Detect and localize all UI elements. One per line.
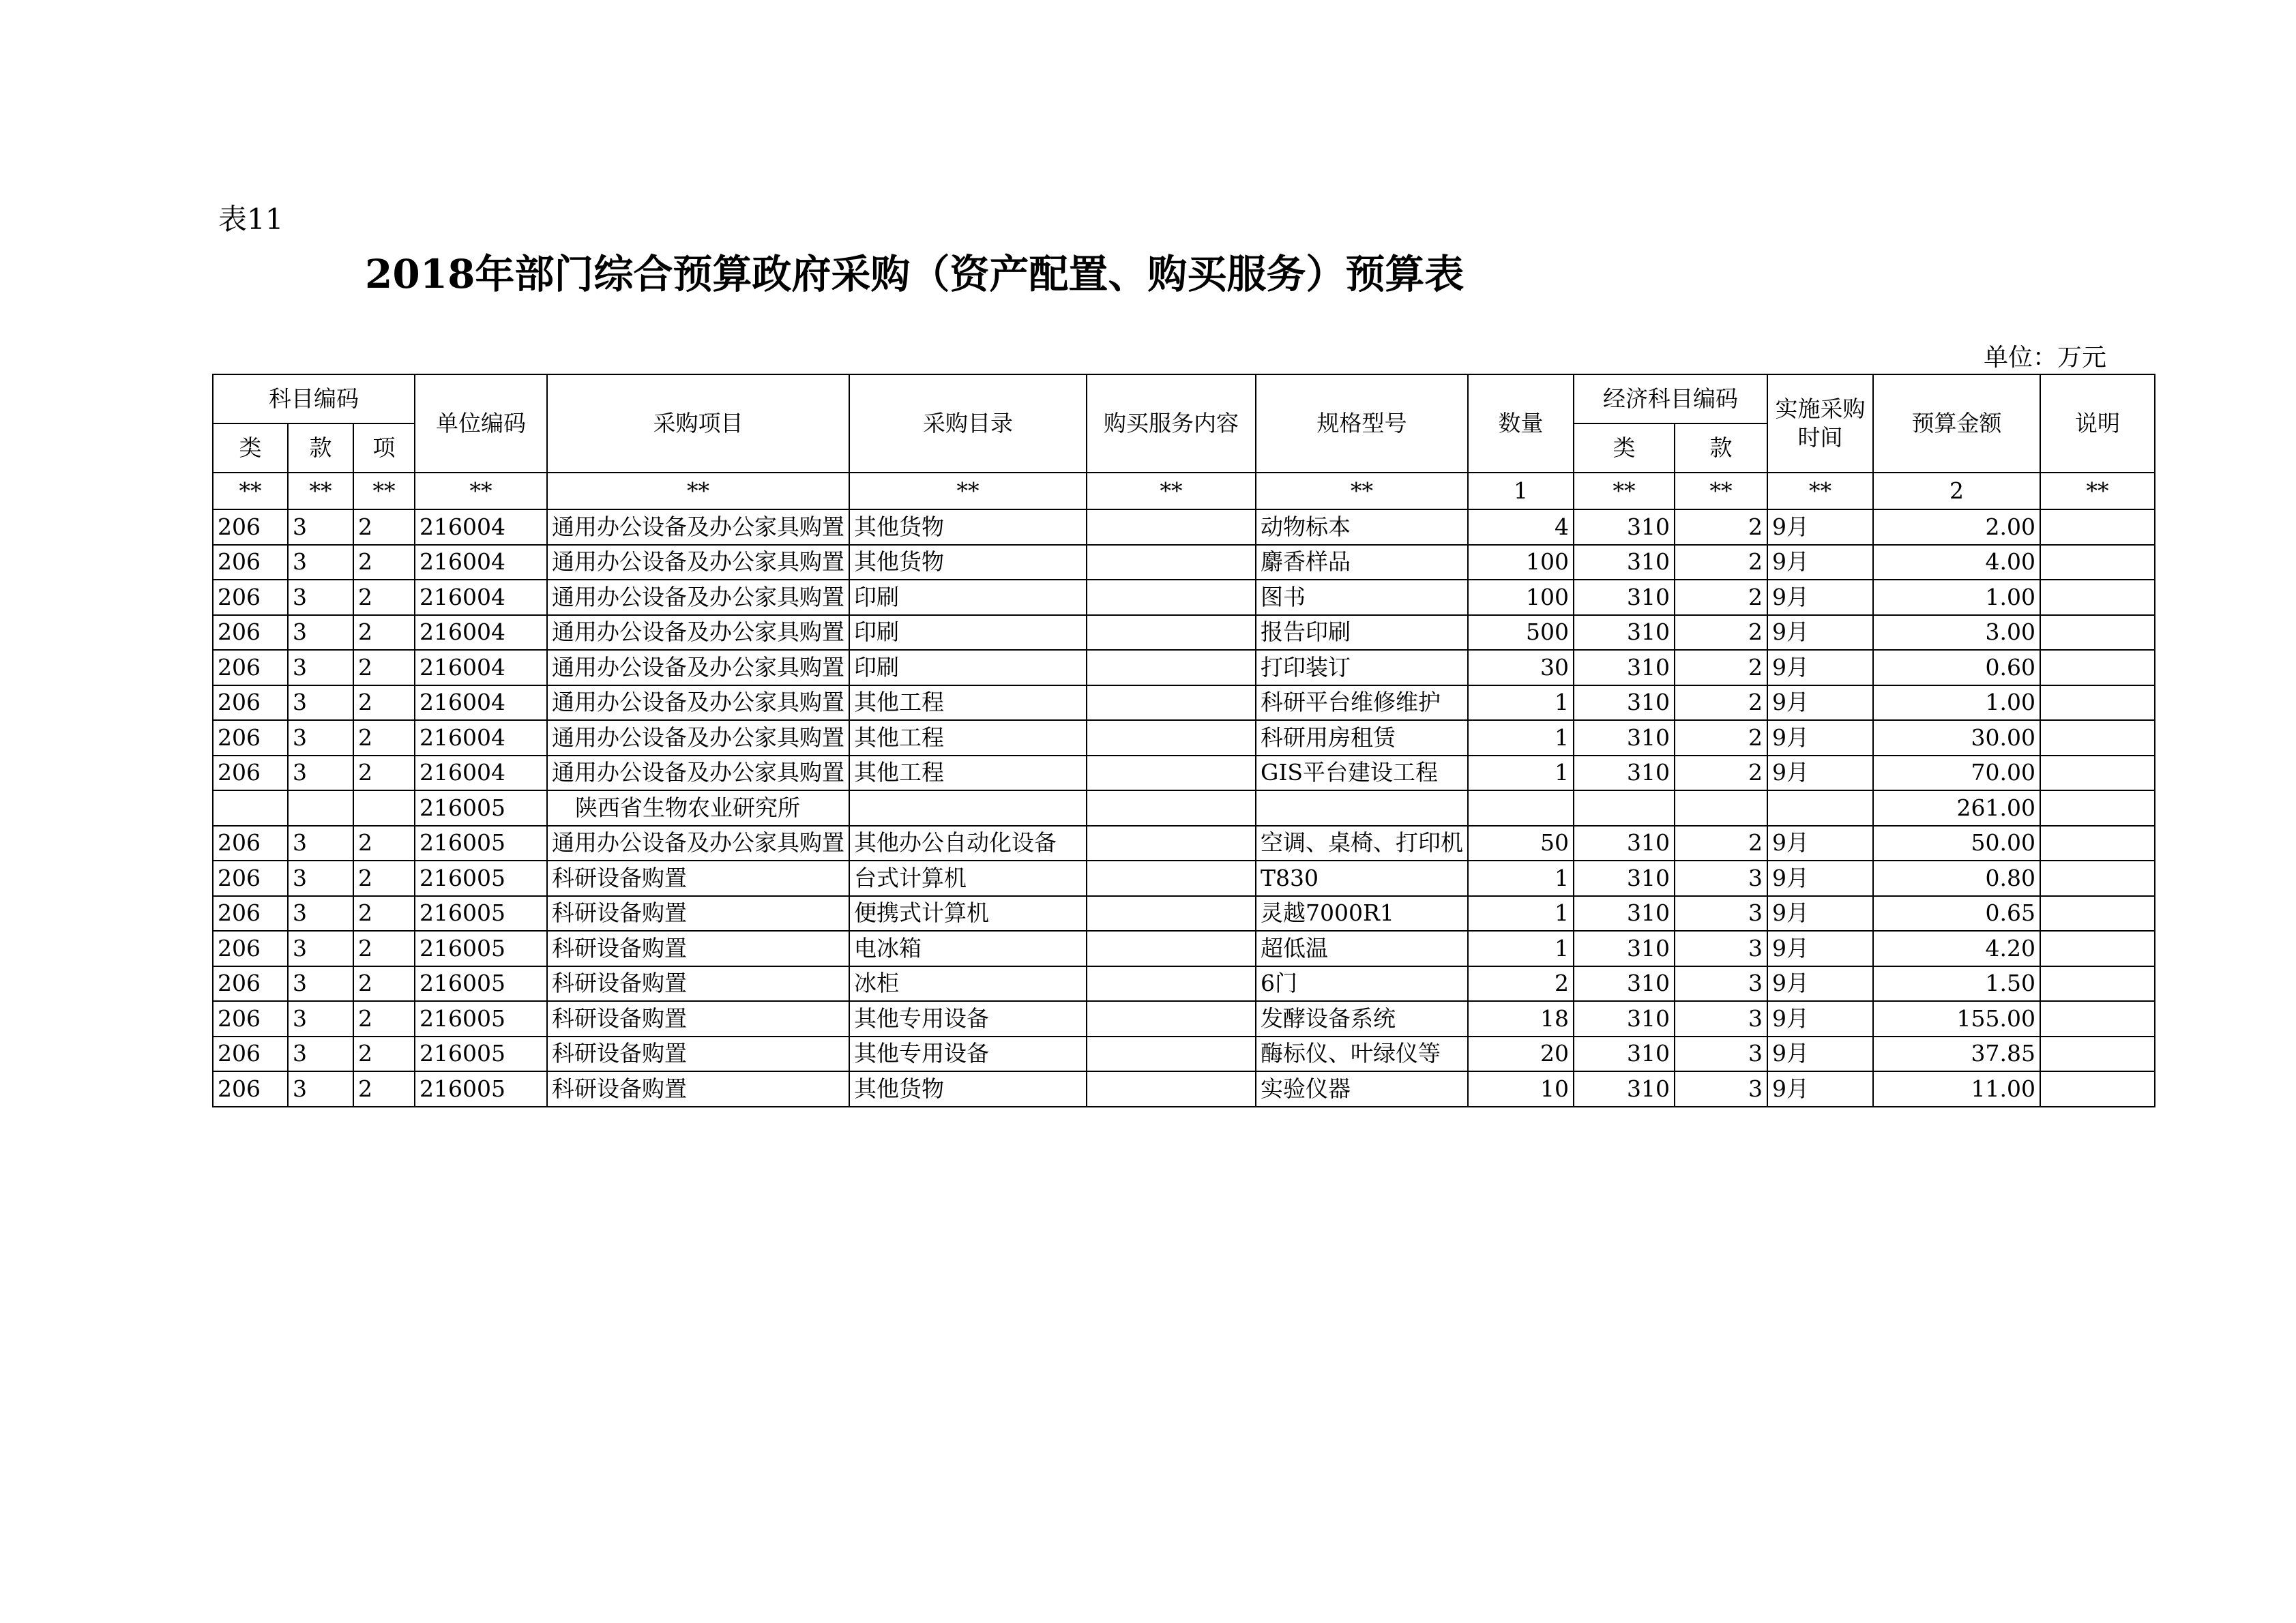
cell-unit-code: 216005 <box>415 1001 547 1037</box>
cell-unit-code: 216004 <box>415 720 547 756</box>
cell-kuan: 3 <box>288 1037 353 1072</box>
cell-budget-amount: 1.00 <box>1873 685 2040 721</box>
cell-econ-kuan: 3 <box>1675 1071 1767 1107</box>
cell-econ-kuan: 2 <box>1675 720 1767 756</box>
table-row <box>213 615 2155 651</box>
marker-cell: ** <box>213 473 288 509</box>
header-quantity: 数量 <box>1468 374 1574 473</box>
cell-impl-time: 9月 <box>1767 896 1873 932</box>
cell-lei: 206 <box>213 580 288 615</box>
header-marker-row <box>213 473 2155 509</box>
cell-lei: 206 <box>213 1037 288 1072</box>
cell-xiang: 2 <box>353 720 415 756</box>
cell-service-content <box>1087 966 1256 1002</box>
cell-note <box>2040 931 2155 966</box>
cell-kuan: 3 <box>288 756 353 791</box>
cell-purchase-item: 通用办公设备及办公家具购置 <box>547 545 849 580</box>
cell-econ-lei: 310 <box>1574 896 1675 932</box>
cell-lei: 206 <box>213 1001 288 1037</box>
cell-purchase-item: 科研设备购置 <box>547 1071 849 1107</box>
cell-purchase-item: 科研设备购置 <box>547 966 849 1002</box>
cell-purchase-item: 通用办公设备及办公家具购置 <box>547 580 849 615</box>
header-econ-kuan: 款 <box>1675 423 1767 473</box>
table-number-label: 表11 <box>218 203 284 236</box>
header-budget-amount: 预算金额 <box>1873 374 2040 473</box>
cell-purchase-item: 通用办公设备及办公家具购置 <box>547 650 849 685</box>
cell-quantity: 10 <box>1468 1071 1574 1107</box>
cell-quantity: 100 <box>1468 545 1574 580</box>
table-row <box>213 545 2155 580</box>
cell-quantity: 100 <box>1468 580 1574 615</box>
cell-lei <box>213 790 288 826</box>
cell-unit-code: 216005 <box>415 861 547 896</box>
cell-econ-lei: 310 <box>1574 756 1675 791</box>
cell-note <box>2040 1037 2155 1072</box>
cell-spec-model: 酶标仪、叶绿仪等 <box>1256 1037 1468 1072</box>
cell-quantity <box>1468 790 1574 826</box>
cell-xiang: 2 <box>353 580 415 615</box>
cell-service-content <box>1087 826 1256 861</box>
cell-budget-amount: 37.85 <box>1873 1037 2040 1072</box>
header-econ-code: 经济科目编码 <box>1574 374 1767 423</box>
cell-impl-time: 9月 <box>1767 1037 1873 1072</box>
cell-purchase-catalog: 冰柜 <box>849 966 1087 1002</box>
cell-econ-lei: 310 <box>1574 685 1675 721</box>
cell-purchase-item: 科研设备购置 <box>547 861 849 896</box>
cell-purchase-catalog: 其他货物 <box>849 509 1087 545</box>
marker-cell: ** <box>849 473 1087 509</box>
cell-econ-kuan: 2 <box>1675 756 1767 791</box>
cell-econ-lei: 310 <box>1574 545 1675 580</box>
cell-purchase-catalog: 其他工程 <box>849 685 1087 721</box>
cell-note <box>2040 580 2155 615</box>
cell-budget-amount: 70.00 <box>1873 756 2040 791</box>
cell-kuan: 3 <box>288 1071 353 1107</box>
cell-xiang: 2 <box>353 861 415 896</box>
cell-econ-kuan: 2 <box>1675 509 1767 545</box>
cell-service-content <box>1087 545 1256 580</box>
cell-purchase-catalog: 便携式计算机 <box>849 896 1087 932</box>
cell-budget-amount: 1.50 <box>1873 966 2040 1002</box>
cell-budget-amount: 261.00 <box>1873 790 2040 826</box>
marker-cell: 1 <box>1468 473 1574 509</box>
cell-kuan: 3 <box>288 545 353 580</box>
cell-service-content <box>1087 861 1256 896</box>
cell-kuan: 3 <box>288 931 353 966</box>
marker-cell: ** <box>288 473 353 509</box>
marker-cell: ** <box>1574 473 1675 509</box>
cell-purchase-catalog <box>849 790 1087 826</box>
cell-impl-time: 9月 <box>1767 826 1873 861</box>
cell-purchase-item: 科研设备购置 <box>547 931 849 966</box>
cell-budget-amount: 4.00 <box>1873 545 2040 580</box>
cell-impl-time: 9月 <box>1767 650 1873 685</box>
cell-xiang: 2 <box>353 896 415 932</box>
cell-unit-code: 216005 <box>415 931 547 966</box>
cell-purchase-item: 通用办公设备及办公家具购置 <box>547 720 849 756</box>
cell-budget-amount: 11.00 <box>1873 1071 2040 1107</box>
cell-unit-code: 216004 <box>415 650 547 685</box>
cell-kuan: 3 <box>288 615 353 651</box>
cell-budget-amount: 3.00 <box>1873 615 2040 651</box>
cell-impl-time: 9月 <box>1767 580 1873 615</box>
cell-service-content <box>1087 1071 1256 1107</box>
cell-unit-code: 216005 <box>415 966 547 1002</box>
cell-kuan: 3 <box>288 1001 353 1037</box>
cell-econ-kuan: 3 <box>1675 1037 1767 1072</box>
cell-quantity: 20 <box>1468 1037 1574 1072</box>
cell-spec-model: GIS平台建设工程 <box>1256 756 1468 791</box>
cell-note <box>2040 650 2155 685</box>
marker-cell: ** <box>1767 473 1873 509</box>
cell-kuan: 3 <box>288 509 353 545</box>
cell-lei: 206 <box>213 509 288 545</box>
cell-unit-code: 216004 <box>415 615 547 651</box>
cell-spec-model: 空调、桌椅、打印机 <box>1256 826 1468 861</box>
cell-purchase-item: 科研设备购置 <box>547 896 849 932</box>
cell-budget-amount: 0.65 <box>1873 896 2040 932</box>
cell-service-content <box>1087 720 1256 756</box>
cell-quantity: 18 <box>1468 1001 1574 1037</box>
cell-budget-amount: 30.00 <box>1873 720 2040 756</box>
cell-econ-lei: 310 <box>1574 615 1675 651</box>
cell-econ-kuan: 2 <box>1675 615 1767 651</box>
marker-cell: 2 <box>1873 473 2040 509</box>
cell-purchase-item: 通用办公设备及办公家具购置 <box>547 826 849 861</box>
cell-budget-amount: 2.00 <box>1873 509 2040 545</box>
cell-econ-lei <box>1574 790 1675 826</box>
cell-note <box>2040 790 2155 826</box>
table-row <box>213 966 2155 1002</box>
cell-econ-kuan: 2 <box>1675 580 1767 615</box>
header-purchase-item: 采购项目 <box>547 374 849 473</box>
cell-purchase-item: 通用办公设备及办公家具购置 <box>547 509 849 545</box>
cell-lei: 206 <box>213 1071 288 1107</box>
cell-note <box>2040 861 2155 896</box>
cell-quantity: 1 <box>1468 896 1574 932</box>
cell-service-content <box>1087 896 1256 932</box>
cell-spec-model: 打印装订 <box>1256 650 1468 685</box>
cell-kuan: 3 <box>288 650 353 685</box>
cell-impl-time: 9月 <box>1767 966 1873 1002</box>
cell-lei: 206 <box>213 826 288 861</box>
cell-lei: 206 <box>213 931 288 966</box>
cell-service-content <box>1087 756 1256 791</box>
cell-note <box>2040 509 2155 545</box>
cell-quantity: 1 <box>1468 685 1574 721</box>
cell-quantity: 50 <box>1468 826 1574 861</box>
cell-lei: 206 <box>213 861 288 896</box>
header-note: 说明 <box>2040 374 2155 473</box>
cell-purchase-catalog: 其他专用设备 <box>849 1037 1087 1072</box>
cell-quantity: 1 <box>1468 720 1574 756</box>
cell-purchase-item: 科研设备购置 <box>547 1001 849 1037</box>
header-subject-code: 科目编码 <box>213 374 415 423</box>
cell-budget-amount: 0.80 <box>1873 861 2040 896</box>
cell-purchase-catalog: 其他货物 <box>849 545 1087 580</box>
table-row <box>213 1037 2155 1072</box>
cell-impl-time: 9月 <box>1767 1001 1873 1037</box>
cell-impl-time: 9月 <box>1767 931 1873 966</box>
cell-xiang: 2 <box>353 615 415 651</box>
cell-kuan: 3 <box>288 966 353 1002</box>
table-row <box>213 756 2155 791</box>
cell-quantity: 30 <box>1468 650 1574 685</box>
cell-spec-model: 动物标本 <box>1256 509 1468 545</box>
cell-econ-lei: 310 <box>1574 650 1675 685</box>
cell-quantity: 1 <box>1468 756 1574 791</box>
cell-purchase-item: 通用办公设备及办公家具购置 <box>547 615 849 651</box>
cell-kuan: 3 <box>288 826 353 861</box>
cell-spec-model: T830 <box>1256 861 1468 896</box>
cell-note <box>2040 756 2155 791</box>
cell-lei: 206 <box>213 756 288 791</box>
cell-econ-lei: 310 <box>1574 509 1675 545</box>
table-row <box>213 826 2155 861</box>
cell-service-content <box>1087 580 1256 615</box>
header-unit-code: 单位编码 <box>415 374 547 473</box>
cell-purchase-item: 科研设备购置 <box>547 1037 849 1072</box>
cell-xiang: 2 <box>353 966 415 1002</box>
cell-budget-amount: 50.00 <box>1873 826 2040 861</box>
table-row <box>213 650 2155 685</box>
header-lei: 类 <box>213 423 288 473</box>
cell-purchase-catalog: 台式计算机 <box>849 861 1087 896</box>
cell-impl-time: 9月 <box>1767 756 1873 791</box>
cell-econ-kuan: 2 <box>1675 685 1767 721</box>
cell-kuan: 3 <box>288 685 353 721</box>
cell-quantity: 1 <box>1468 861 1574 896</box>
cell-econ-kuan: 2 <box>1675 545 1767 580</box>
cell-service-content <box>1087 615 1256 651</box>
cell-econ-kuan: 3 <box>1675 1001 1767 1037</box>
cell-xiang: 2 <box>353 1071 415 1107</box>
cell-xiang: 2 <box>353 1001 415 1037</box>
table-row <box>213 790 2155 826</box>
cell-impl-time: 9月 <box>1767 509 1873 545</box>
cell-spec-model: 麝香样品 <box>1256 545 1468 580</box>
cell-note <box>2040 720 2155 756</box>
cell-impl-time: 9月 <box>1767 1071 1873 1107</box>
table-row <box>213 1001 2155 1037</box>
cell-spec-model: 科研用房租赁 <box>1256 720 1468 756</box>
cell-econ-lei: 310 <box>1574 826 1675 861</box>
cell-service-content <box>1087 931 1256 966</box>
cell-purchase-catalog: 其他专用设备 <box>849 1001 1087 1037</box>
cell-xiang: 2 <box>353 685 415 721</box>
marker-cell: ** <box>2040 473 2155 509</box>
cell-lei: 206 <box>213 545 288 580</box>
cell-budget-amount: 1.00 <box>1873 580 2040 615</box>
cell-purchase-catalog: 印刷 <box>849 650 1087 685</box>
cell-xiang: 2 <box>353 826 415 861</box>
marker-cell: ** <box>353 473 415 509</box>
cell-econ-kuan: 3 <box>1675 931 1767 966</box>
cell-spec-model: 科研平台维修维护 <box>1256 685 1468 721</box>
cell-xiang: 2 <box>353 545 415 580</box>
marker-cell: ** <box>415 473 547 509</box>
cell-unit-code: 216005 <box>415 1037 547 1072</box>
cell-quantity: 500 <box>1468 615 1574 651</box>
table-row <box>213 509 2155 545</box>
cell-service-content <box>1087 509 1256 545</box>
cell-econ-lei: 310 <box>1574 1071 1675 1107</box>
cell-kuan: 3 <box>288 580 353 615</box>
cell-xiang: 2 <box>353 650 415 685</box>
table-row <box>213 720 2155 756</box>
cell-spec-model: 实验仪器 <box>1256 1071 1468 1107</box>
cell-unit-code: 216004 <box>415 509 547 545</box>
cell-budget-amount: 4.20 <box>1873 931 2040 966</box>
cell-lei: 206 <box>213 966 288 1002</box>
cell-service-content <box>1087 790 1256 826</box>
cell-purchase-catalog: 印刷 <box>849 615 1087 651</box>
header-impl-time: 实施采购时间 <box>1767 374 1873 473</box>
cell-note <box>2040 1001 2155 1037</box>
cell-spec-model: 报告印刷 <box>1256 615 1468 651</box>
cell-service-content <box>1087 685 1256 721</box>
cell-unit-code: 216004 <box>415 685 547 721</box>
cell-xiang: 2 <box>353 1037 415 1072</box>
cell-econ-kuan: 2 <box>1675 650 1767 685</box>
cell-quantity: 4 <box>1468 509 1574 545</box>
cell-lei: 206 <box>213 615 288 651</box>
cell-purchase-item: 通用办公设备及办公家具购置 <box>547 685 849 721</box>
cell-kuan: 3 <box>288 861 353 896</box>
marker-cell: ** <box>1087 473 1256 509</box>
cell-xiang: 2 <box>353 756 415 791</box>
cell-econ-lei: 310 <box>1574 580 1675 615</box>
marker-cell: ** <box>1256 473 1468 509</box>
cell-spec-model: 发酵设备系统 <box>1256 1001 1468 1037</box>
cell-impl-time: 9月 <box>1767 615 1873 651</box>
cell-service-content <box>1087 1001 1256 1037</box>
cell-impl-time: 9月 <box>1767 861 1873 896</box>
cell-impl-time: 9月 <box>1767 685 1873 721</box>
cell-unit-code: 216004 <box>415 545 547 580</box>
cell-purchase-item: 陕西省生物农业研究所 <box>547 790 849 826</box>
cell-unit-code: 216005 <box>415 1071 547 1107</box>
cell-econ-lei: 310 <box>1574 931 1675 966</box>
cell-kuan: 3 <box>288 896 353 932</box>
header-service-content: 购买服务内容 <box>1087 374 1256 473</box>
table-row <box>213 931 2155 966</box>
cell-xiang <box>353 790 415 826</box>
header-kuan: 款 <box>288 423 353 473</box>
cell-note <box>2040 615 2155 651</box>
cell-unit-code: 216005 <box>415 896 547 932</box>
cell-note <box>2040 826 2155 861</box>
cell-econ-kuan: 3 <box>1675 966 1767 1002</box>
cell-lei: 206 <box>213 650 288 685</box>
cell-purchase-catalog: 其他办公自动化设备 <box>849 826 1087 861</box>
page-title: 2018年部门综合预算政府采购（资产配置、购买服务）预算表 <box>365 251 1465 297</box>
cell-kuan <box>288 790 353 826</box>
cell-unit-code: 216004 <box>415 580 547 615</box>
cell-lei: 206 <box>213 685 288 721</box>
cell-note <box>2040 896 2155 932</box>
cell-econ-lei: 310 <box>1574 966 1675 1002</box>
marker-cell: ** <box>1675 473 1767 509</box>
cell-econ-lei: 310 <box>1574 861 1675 896</box>
table-row <box>213 896 2155 932</box>
cell-purchase-catalog: 其他工程 <box>849 756 1087 791</box>
cell-quantity: 1 <box>1468 931 1574 966</box>
cell-unit-code: 216005 <box>415 826 547 861</box>
unit-note: 单位：万元 <box>1983 344 2106 372</box>
cell-econ-lei: 310 <box>1574 1001 1675 1037</box>
cell-purchase-catalog: 电冰箱 <box>849 931 1087 966</box>
cell-kuan: 3 <box>288 720 353 756</box>
cell-spec-model: 超低温 <box>1256 931 1468 966</box>
cell-spec-model: 6门 <box>1256 966 1468 1002</box>
table-row <box>213 1071 2155 1107</box>
cell-lei: 206 <box>213 896 288 932</box>
cell-impl-time: 9月 <box>1767 545 1873 580</box>
cell-note <box>2040 1071 2155 1107</box>
procurement-budget-table <box>212 374 2155 1107</box>
cell-budget-amount: 155.00 <box>1873 1001 2040 1037</box>
cell-note <box>2040 685 2155 721</box>
cell-econ-kuan <box>1675 790 1767 826</box>
cell-impl-time <box>1767 790 1873 826</box>
cell-unit-code: 216004 <box>415 756 547 791</box>
cell-purchase-catalog: 其他工程 <box>849 720 1087 756</box>
header-purchase-catalog: 采购目录 <box>849 374 1087 473</box>
cell-econ-kuan: 2 <box>1675 826 1767 861</box>
cell-xiang: 2 <box>353 931 415 966</box>
cell-xiang: 2 <box>353 509 415 545</box>
cell-spec-model <box>1256 790 1468 826</box>
cell-budget-amount: 0.60 <box>1873 650 2040 685</box>
cell-purchase-catalog: 印刷 <box>849 580 1087 615</box>
cell-service-content <box>1087 1037 1256 1072</box>
cell-quantity: 2 <box>1468 966 1574 1002</box>
cell-econ-lei: 310 <box>1574 1037 1675 1072</box>
table-row <box>213 861 2155 896</box>
cell-purchase-catalog: 其他货物 <box>849 1071 1087 1107</box>
header-xiang: 项 <box>353 423 415 473</box>
cell-impl-time: 9月 <box>1767 720 1873 756</box>
cell-spec-model: 灵越7000R1 <box>1256 896 1468 932</box>
cell-econ-kuan: 3 <box>1675 861 1767 896</box>
cell-lei: 206 <box>213 720 288 756</box>
header-econ-lei: 类 <box>1574 423 1675 473</box>
cell-note <box>2040 545 2155 580</box>
table-row <box>213 580 2155 615</box>
cell-spec-model: 图书 <box>1256 580 1468 615</box>
cell-econ-lei: 310 <box>1574 720 1675 756</box>
table-row <box>213 685 2155 721</box>
cell-econ-kuan: 3 <box>1675 896 1767 932</box>
marker-cell: ** <box>547 473 849 509</box>
cell-unit-code: 216005 <box>415 790 547 826</box>
header-spec-model: 规格型号 <box>1256 374 1468 473</box>
cell-service-content <box>1087 650 1256 685</box>
cell-purchase-item: 通用办公设备及办公家具购置 <box>547 756 849 791</box>
cell-note <box>2040 966 2155 1002</box>
